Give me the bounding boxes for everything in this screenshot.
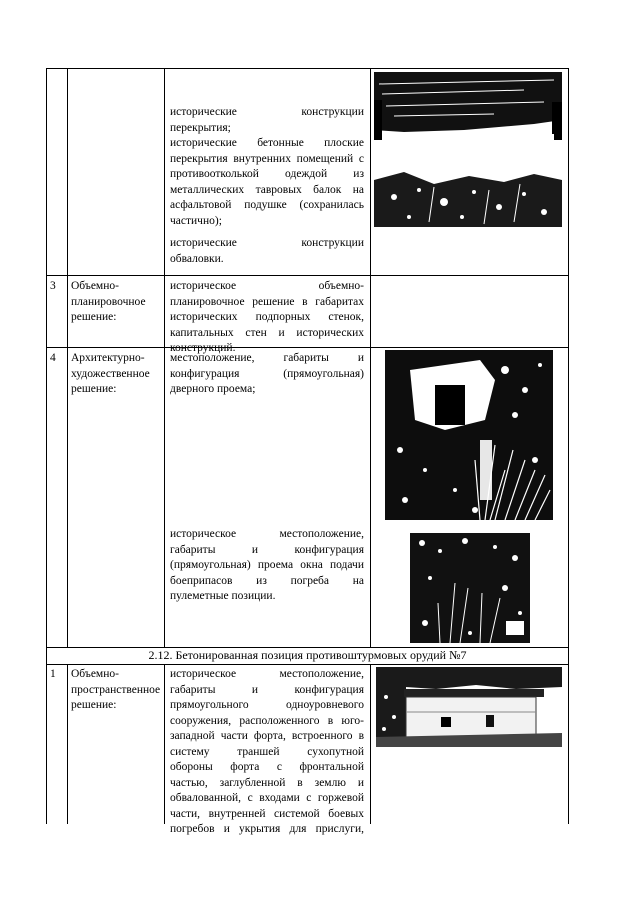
- name-line: Архитектурно-: [71, 352, 145, 364]
- last-row-name: [71, 667, 163, 714]
- text-line: частью, заглубленной в землю и: [170, 776, 364, 789]
- text-line: историческое объемно-: [170, 280, 364, 292]
- last-row-description: [170, 667, 364, 838]
- text-line: капитальных стен и исторических: [170, 326, 364, 339]
- text-line: обвалованной, с входами с горжевой: [170, 792, 364, 804]
- photo-bunker-building: [376, 667, 562, 747]
- text-line: габариты и конфигурация: [170, 683, 364, 696]
- text-line: боеприпасов из погреба на: [170, 574, 364, 587]
- text-line: исторические конструкции: [170, 237, 364, 249]
- text-line: пулеметные позиции.: [170, 590, 276, 602]
- row4-item-1: [170, 351, 364, 398]
- name-line: Объемно-: [71, 280, 119, 292]
- name-line: планировочное: [71, 295, 146, 308]
- text-line: части, внутренней системой боевых: [170, 807, 364, 820]
- text-line: планировочное решение в габаритах: [170, 295, 364, 308]
- text-line: конфигурация (прямоугольная): [170, 367, 364, 380]
- row1-item-2: [170, 136, 364, 229]
- text-line: конструкций.: [170, 342, 236, 354]
- row4-name: [71, 351, 163, 398]
- name-line: решение:: [71, 699, 117, 711]
- text-line: металлических тавровых балок на: [170, 183, 364, 196]
- text-line: западной части форта, встроенного в: [170, 730, 364, 742]
- row3-name: [71, 279, 163, 326]
- row4-number: 4: [50, 352, 56, 364]
- row3-number: 3: [50, 280, 56, 292]
- text-line: систему траншей сухопутной: [170, 745, 364, 758]
- name-line: пространственное: [71, 683, 161, 696]
- row4-item-2: [170, 527, 364, 605]
- row1-item-3: [170, 236, 364, 267]
- text-line: перекрытия внутренних помещений с: [170, 152, 364, 165]
- text-line: погребов и укрытия для прислуги,: [170, 823, 364, 835]
- name-line: решение:: [71, 311, 117, 323]
- text-line: частично);: [170, 214, 222, 227]
- text-line: исторические бетонные плоские: [170, 137, 364, 149]
- row1-item-1: [170, 105, 364, 136]
- row3-item-1: [170, 279, 364, 357]
- text-line: исторические конструкции: [170, 106, 364, 118]
- text-line: историческое местоположение,: [170, 668, 364, 680]
- text-line: противоотколькой одеждой из: [170, 168, 364, 180]
- text-line: асфальтовой подушке (сохранилась: [170, 199, 364, 211]
- text-line: обваловки.: [170, 252, 224, 265]
- last-row-number: 1: [50, 668, 56, 680]
- text-line: перекрытия;: [170, 121, 231, 134]
- photo-window-opening: [410, 533, 530, 643]
- text-line: дверного проема;: [170, 383, 256, 395]
- name-line: Объемно-: [71, 668, 119, 680]
- text-line: габариты и конфигурация: [170, 543, 364, 556]
- text-line: местоположение, габариты и: [170, 352, 364, 364]
- text-line: прямоугольного одноуровневого: [170, 699, 364, 711]
- name-line: решение:: [71, 383, 117, 395]
- text-line: (прямоугольная) проема окна подачи: [170, 559, 364, 571]
- photo-concrete-ceiling: [374, 72, 562, 227]
- photo-door-opening: [385, 350, 553, 520]
- text-line: сооружения, расположенного в юго-: [170, 714, 364, 727]
- text-line: историческое местоположение,: [170, 528, 364, 540]
- text-line: исторических подпорных стенок,: [170, 311, 364, 323]
- name-line: художественное: [71, 367, 150, 380]
- section-heading: 2.12. Бетонированная позиция противоштурмовых орудий №7: [148, 648, 467, 662]
- text-line: обороны форта с фронтальной: [170, 761, 364, 773]
